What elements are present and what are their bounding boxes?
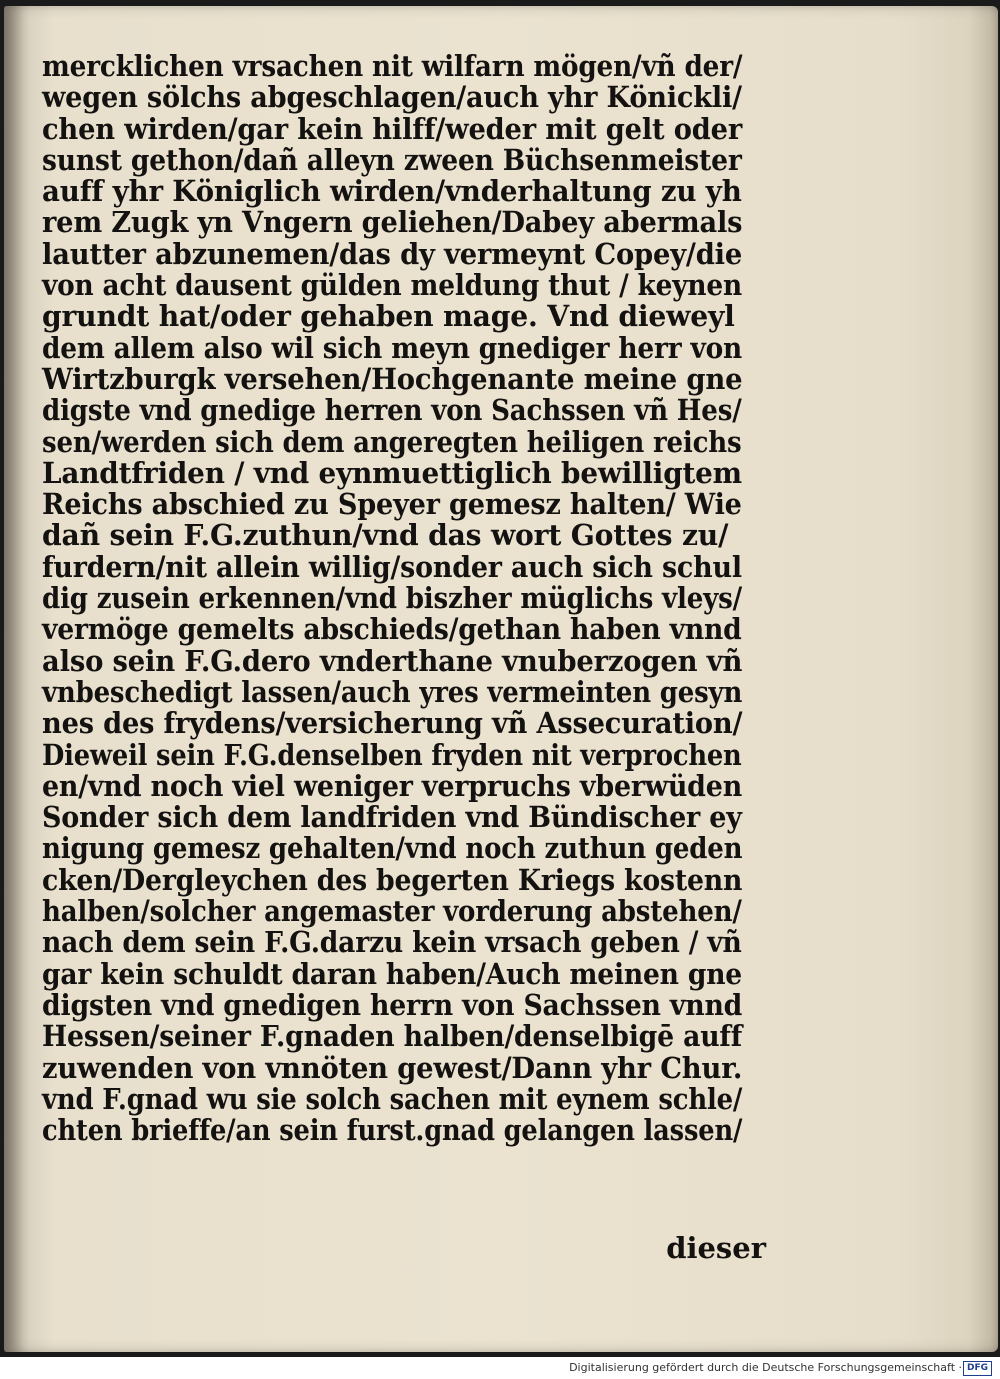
catchword: dieser [666, 1231, 766, 1265]
text-line: chen wirden/gar kein hilff/weder mit gelt oder [42, 111, 743, 146]
book-page [4, 6, 998, 1352]
text-line: chten brieffe/an sein furst.gnad gelangen lassen/ [42, 1113, 743, 1148]
text-column [42, 6, 766, 1296]
text-line: zuwenden von vnnöten gewest/Dann yhr Chur. [42, 1050, 743, 1085]
text-line: rem Zugk yn Vngern geliehen/Dabey abermals [42, 205, 743, 240]
text-line: cken/Dergleychen des begerten Kriegs kostenn [42, 862, 743, 897]
text-line: sen/werden sich dem angeregten heiligen reichs [42, 424, 742, 459]
digitization-footer [0, 1357, 1000, 1379]
text-line: dig zusein erkennen/vnd biszher müglichs vleys/ [42, 581, 742, 616]
page-gutter-shadow [4, 6, 30, 1352]
text-line: mercklichen vrsachen nit wilfarn mögen/vñ der/ [42, 49, 743, 83]
text-line: nach dem sein F.G.darzu kein vrsach geben / vñ [42, 925, 742, 960]
text-line: Reichs abschied zu Speyer gemesz halten/ Wie [42, 487, 742, 522]
text-line: vnbeschedigt lassen/auch yres vermeinten gesyn [42, 674, 743, 709]
text-line: Hessen/seiner F.gnaden halben/denselbigē auff [42, 1019, 743, 1054]
text-line: digsten vnd gnedigen herrn von Sachssen vnnd [42, 987, 743, 1022]
text-line: vnd F.gnad wu sie solch sachen mit eynem schle/ [42, 1081, 743, 1116]
text-line: lautter abzunemen/das dy vermeynt Copey/die [42, 236, 743, 271]
text-line: halben/solcher angemaster vorderung abstehen/ [42, 894, 742, 929]
text-line: Wirtzburgk versehen/Hochgenante meine gne [42, 361, 743, 396]
text-line: wegen sölchs abgeschlagen/auch yhr Könickli/ [42, 80, 742, 115]
funding-credit: Digitalisierung gefördert durch die Deutsche Forschungsgemeinschaft · [569, 1361, 962, 1374]
text-line: also sein F.G.dero vnderthane vnuberzogen vñ [42, 643, 743, 678]
dfg-logo: DFG [963, 1361, 992, 1376]
text-line: en/vnd noch viel weniger verpruchs vberwüden [42, 768, 743, 803]
text-line: Dieweil sein F.G.denselben fryden nit verprochen [42, 737, 742, 772]
text-line: auff yhr Königlich wirden/vnderhaltung zu yh [42, 174, 742, 209]
text-line: digste vnd gnedige herren von Sachssen vñ Hes/ [42, 393, 742, 428]
text-line: vermöge gemelts abschieds/gethan haben vnnd [42, 612, 742, 647]
text-line: nigung gemesz gehalten/vnd noch zuthun geden [42, 831, 743, 866]
text-line: Sonder sich dem landfriden vnd Bündischer ey [42, 800, 742, 835]
text-line: grundt hat/oder gehaben mage. Vnd dieweyl [42, 299, 735, 334]
text-line: von acht dausent gülden meldung thut / keynen [42, 268, 742, 303]
text-line: furdern/nit allein willig/sonder auch sich schul [42, 549, 742, 584]
text-line: dem allem also wil sich meyn gnediger herr von [42, 330, 743, 365]
text-line: nes des frydens/versicherung vñ Assecuration/ [42, 706, 743, 741]
page-text-block [42, 51, 762, 1146]
text-line: gar kein schuldt daran haben/Auch meinen gne [42, 956, 743, 991]
text-line: Landtfriden / vnd eynmuettiglich bewilligtem [42, 455, 742, 490]
text-line: sunst gethon/dañ alleyn zween Büchsenmeister [42, 142, 742, 177]
text-line: dañ sein F.G.zuthun/vnd das wort Gottes zu/ [42, 518, 729, 553]
